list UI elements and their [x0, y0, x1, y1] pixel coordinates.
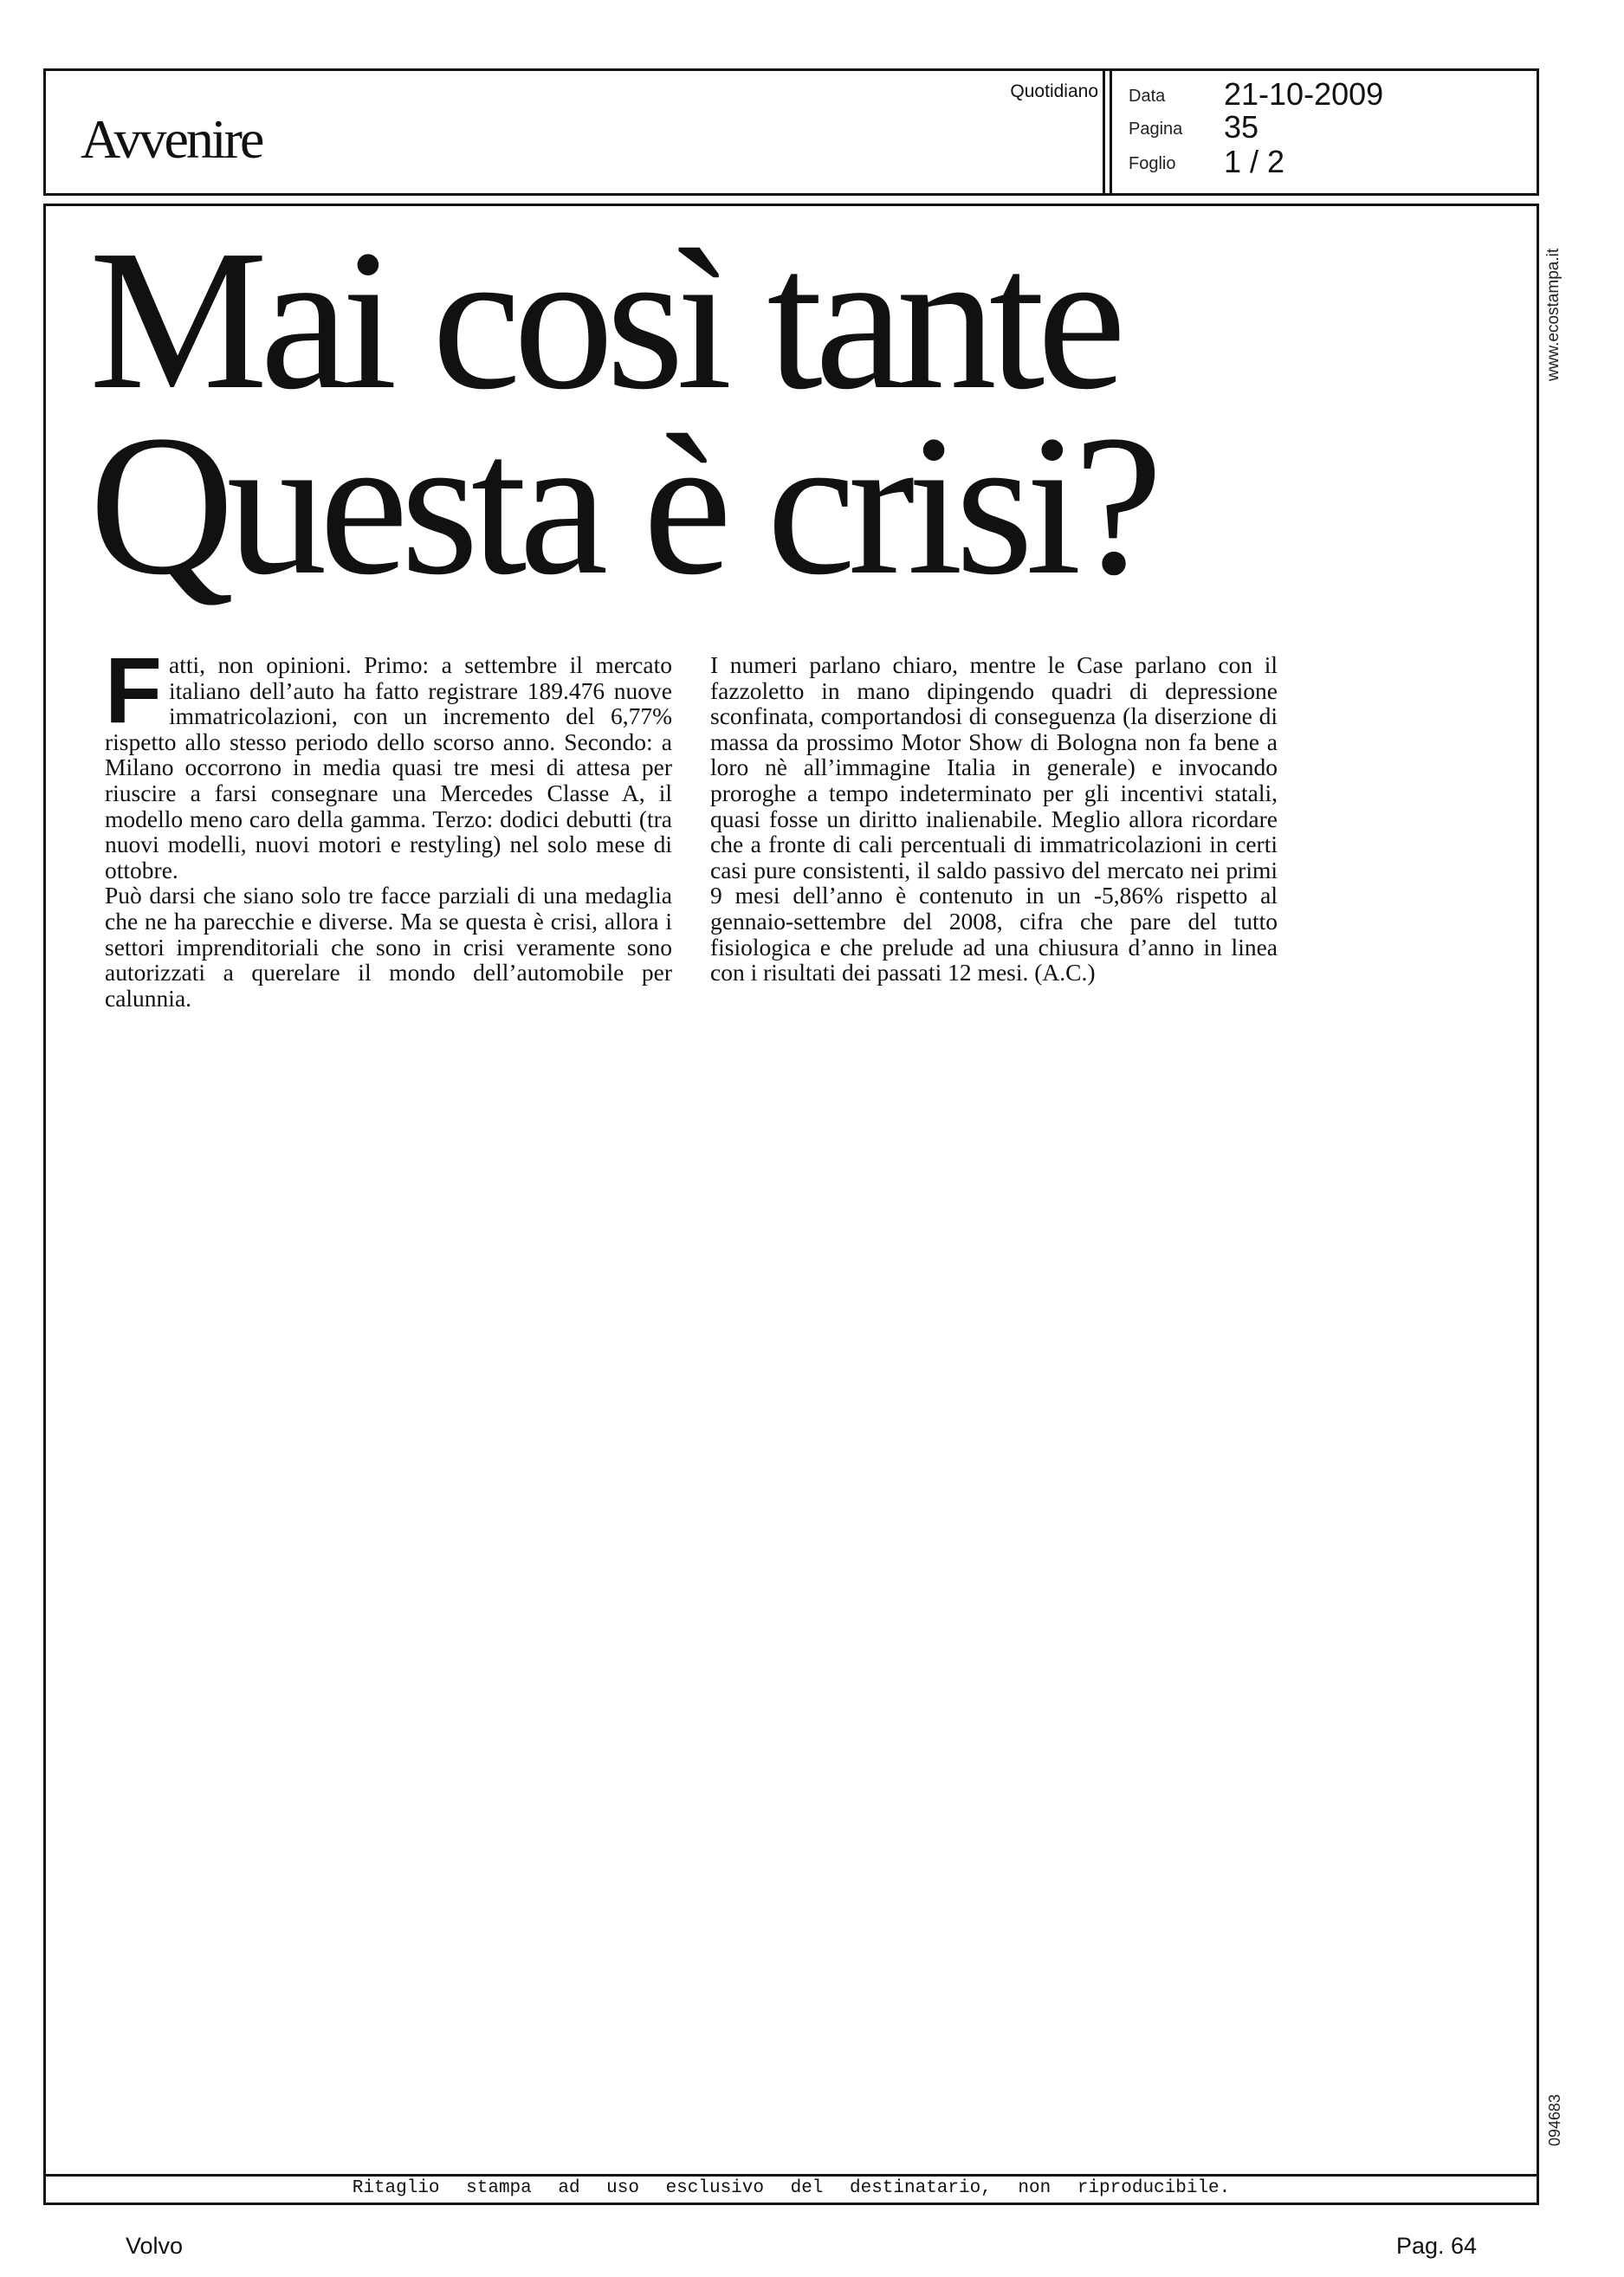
page-label: Pagina — [1129, 120, 1183, 139]
article-column-1 — [105, 637, 672, 1012]
publication-type: Quotidiano — [1010, 81, 1098, 101]
column-1-paragraph-1: atti, non opinioni. Primo: a settembre il mercato italiano dell’auto ha fatto registrare 189.476 nuove immatricolazioni, con un incremento del 6,77% rispetto allo stesso periodo dello scorso anno. Secondo: a Milano occorrono in media quasi tre mesi di attesa per riuscire a farsi consegnare una Mercedes Classe A, il modello meno caro della gamma. Terzo: dodici debutti (tra nuovi modelli, nuovi motori e restyling) nel solo mese di ottobre. — [105, 651, 672, 883]
page-value: 35 — [1224, 109, 1259, 145]
date-label: Data — [1129, 87, 1166, 106]
sheet-value: 1 / 2 — [1224, 144, 1285, 179]
article-column-2 — [710, 652, 1278, 986]
headline-line-2: Questa è crisi? — [89, 394, 1155, 617]
date-value: 21-10-2009 — [1224, 76, 1384, 112]
article-frame — [43, 204, 1539, 2205]
publication-logo: Avvenire — [81, 108, 262, 170]
header-divider — [1110, 71, 1112, 193]
clip-code: 094683 — [1546, 2093, 1563, 2146]
client-name: Volvo — [126, 2233, 184, 2259]
header-box — [43, 68, 1539, 196]
header-divider — [1103, 71, 1105, 193]
page-number: Pag. 64 — [1396, 2233, 1478, 2259]
column-1-paragraph-2: Può darsi che siano solo tre facce parziali di una medaglia che ne ha parecchie e diverse. Ma se questa è crisi, allora i settori imprenditoriali che sono in crisi veramente sono autorizzati a querelare il mondo dell’automobile per calunnia. — [105, 882, 672, 1012]
site-url: www.ecostampa.it — [1544, 248, 1563, 381]
column-2-paragraph-1: I numeri parlano chiaro, mentre le Case parlano con il fazzoletto in mano dipingendo quadri di depressione sconfinata, comportandosi di conseguenza (la diserzione di massa da prossimo Motor Show di Bologna non fa bene a loro nè all’immagine Italia in generale) e invocando proroghe a tempo indeterminato per gli incentivi statali, quasi fosse un diritto inalienabile. Meglio allora ricordare che a fronte di cali percentuali di immatricolazioni in certi casi pure consistenti, il saldo passivo del mercato nei primi 9 mesi dell’anno è contenuto in un -5,86% rispetto al gennaio-settembre del 2008, cifra che pare del tutto fisiologica e che prelude ad una chiusura d’anno in linea con i risultati dei passati 12 mesi. (A.C.) — [710, 651, 1278, 986]
disclaimer-text: Ritaglio stampa ad uso esclusivo del destinatario, non riproducibile. — [352, 2178, 1231, 2198]
sheet-label: Foglio — [1129, 154, 1176, 173]
disclaimer-divider — [46, 2174, 1537, 2177]
drop-cap: F — [105, 637, 162, 742]
headline-line-1: Mai così tante — [89, 209, 1119, 431]
